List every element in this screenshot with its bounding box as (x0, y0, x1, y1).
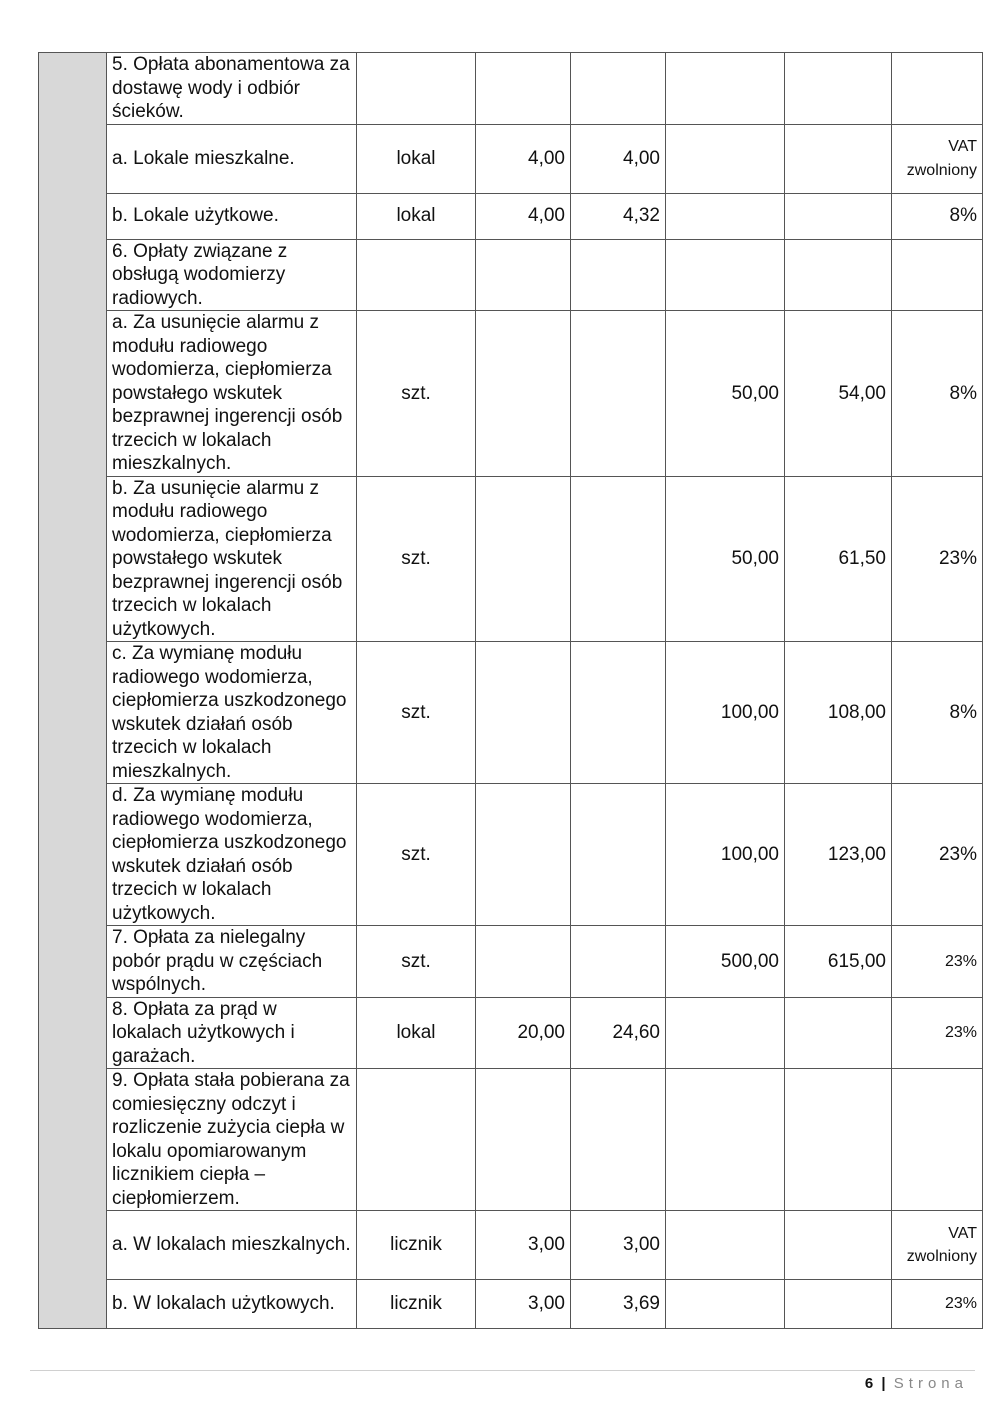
table-row (39, 1280, 983, 1329)
unit-cell: licznik (357, 1211, 476, 1280)
service-description: 8. Opłata za prąd w lokalach użytkowych i garażach. (107, 997, 357, 1069)
table-row (39, 193, 983, 239)
fees-table (38, 52, 983, 1329)
gross-fee-cell: 54,00 (785, 311, 892, 477)
net-amount-cell (476, 784, 571, 926)
gross-amount-cell: 4,32 (571, 193, 666, 239)
net-fee-cell: 50,00 (666, 476, 785, 642)
net-fee-cell (666, 1280, 785, 1329)
net-amount-cell: 3,00 (476, 1280, 571, 1329)
unit-cell: szt. (357, 926, 476, 998)
unit-cell: szt. (357, 311, 476, 477)
service-description: a. Lokale mieszkalne. (107, 124, 357, 193)
service-description: 7. Opłata za nielegalny pobór prądu w częściach wspólnych. (107, 926, 357, 998)
table-row (39, 1069, 983, 1211)
vat-rate-cell: VAT zwolniony (892, 124, 983, 193)
vat-rate-cell: 8% (892, 642, 983, 784)
footer-separator: | (881, 1375, 886, 1392)
gross-fee-cell: 61,50 (785, 476, 892, 642)
service-description: d. Za wymianę modułu radiowego wodomierza, ciepłomierza uszkodzonego wskutek działań osób trzecich w lokalach użytkowych. (107, 784, 357, 926)
gross-amount-cell: 3,69 (571, 1280, 666, 1329)
gross-amount-cell (571, 642, 666, 784)
vat-rate-cell (892, 53, 983, 125)
net-amount-cell (476, 476, 571, 642)
unit-cell: lokal (357, 193, 476, 239)
table-row (39, 53, 983, 125)
footer-divider (30, 1370, 975, 1371)
net-amount-cell: 4,00 (476, 124, 571, 193)
net-fee-cell (666, 1069, 785, 1211)
gross-amount-cell: 24,60 (571, 997, 666, 1069)
unit-cell: szt. (357, 784, 476, 926)
unit-cell: szt. (357, 642, 476, 784)
row-number-column (39, 53, 107, 1329)
service-description: b. W lokalach użytkowych. (107, 1280, 357, 1329)
net-amount-cell (476, 1069, 571, 1211)
net-fee-cell: 100,00 (666, 642, 785, 784)
service-description: 6. Opłaty związane z obsługą wodomierzy radiowych. (107, 239, 357, 311)
net-fee-cell (666, 997, 785, 1069)
gross-amount-cell (571, 311, 666, 477)
gross-fee-cell (785, 193, 892, 239)
table-row (39, 239, 983, 311)
vat-rate-cell (892, 239, 983, 311)
table-row (39, 476, 983, 642)
vat-rate-cell: 23% (892, 476, 983, 642)
net-fee-cell: 500,00 (666, 926, 785, 998)
service-description: a. W lokalach mieszkalnych. (107, 1211, 357, 1280)
vat-rate-cell: VAT zwolniony (892, 1211, 983, 1280)
gross-fee-cell: 108,00 (785, 642, 892, 784)
gross-fee-cell (785, 1069, 892, 1211)
vat-rate-cell: 23% (892, 926, 983, 998)
net-amount-cell: 20,00 (476, 997, 571, 1069)
net-amount-cell (476, 239, 571, 311)
gross-amount-cell (571, 926, 666, 998)
gross-amount-cell: 4,00 (571, 124, 666, 193)
net-fee-cell (666, 53, 785, 125)
table-row (39, 642, 983, 784)
unit-cell (357, 53, 476, 125)
service-description: a. Za usunięcie alarmu z modułu radiowego wodomierza, ciepłomierza powstałego wskutek bezprawnej ingerencji osób trzecich w lokalach mieszkalnych. (107, 311, 357, 477)
gross-fee-cell (785, 239, 892, 311)
gross-amount-cell (571, 476, 666, 642)
gross-fee-cell (785, 1280, 892, 1329)
vat-rate-cell: 8% (892, 311, 983, 477)
net-fee-cell: 100,00 (666, 784, 785, 926)
gross-fee-cell (785, 997, 892, 1069)
gross-amount-cell (571, 784, 666, 926)
net-amount-cell (476, 642, 571, 784)
gross-fee-cell (785, 124, 892, 193)
unit-cell (357, 1069, 476, 1211)
service-description: b. Lokale użytkowe. (107, 193, 357, 239)
vat-rate-cell (892, 1069, 983, 1211)
vat-rate-cell: 23% (892, 784, 983, 926)
table-row (39, 926, 983, 998)
footer-page-word: Strona (893, 1375, 968, 1392)
service-description: c. Za wymianę modułu radiowego wodomierza, ciepłomierza uszkodzonego wskutek działań osób trzecich w lokalach mieszkalnych. (107, 642, 357, 784)
unit-cell: licznik (357, 1280, 476, 1329)
gross-fee-cell (785, 53, 892, 125)
net-amount-cell: 4,00 (476, 193, 571, 239)
net-amount-cell (476, 53, 571, 125)
net-amount-cell (476, 311, 571, 477)
gross-fee-cell: 123,00 (785, 784, 892, 926)
net-amount-cell (476, 926, 571, 998)
page-footer (865, 1375, 968, 1392)
unit-cell: lokal (357, 124, 476, 193)
vat-rate-cell: 23% (892, 997, 983, 1069)
net-amount-cell: 3,00 (476, 1211, 571, 1280)
table-row (39, 784, 983, 926)
table-row (39, 997, 983, 1069)
service-description: b. Za usunięcie alarmu z modułu radiowego wodomierza, ciepłomierza powstałego wskutek bezprawnej ingerencji osób trzecich w lokalach użytkowych. (107, 476, 357, 642)
gross-fee-cell: 615,00 (785, 926, 892, 998)
gross-amount-cell: 3,00 (571, 1211, 666, 1280)
table-row (39, 1211, 983, 1280)
gross-amount-cell (571, 53, 666, 125)
gross-amount-cell (571, 1069, 666, 1211)
net-fee-cell (666, 1211, 785, 1280)
vat-rate-cell: 23% (892, 1280, 983, 1329)
table-row (39, 124, 983, 193)
table-row (39, 311, 983, 477)
unit-cell: szt. (357, 476, 476, 642)
net-fee-cell: 50,00 (666, 311, 785, 477)
page-number: 6 (864, 1375, 874, 1392)
service-description: 9. Opłata stała pobierana za comiesięczny odczyt i rozliczenie zużycia ciepła w lokalu opomiarowanym licznikiem ciepła – ciepłomierzem. (107, 1069, 357, 1211)
net-fee-cell (666, 239, 785, 311)
gross-fee-cell (785, 1211, 892, 1280)
unit-cell: lokal (357, 997, 476, 1069)
net-fee-cell (666, 193, 785, 239)
unit-cell (357, 239, 476, 311)
vat-rate-cell: 8% (892, 193, 983, 239)
service-description: 5. Opłata abonamentowa za dostawę wody i odbiór ścieków. (107, 53, 357, 125)
net-fee-cell (666, 124, 785, 193)
gross-amount-cell (571, 239, 666, 311)
